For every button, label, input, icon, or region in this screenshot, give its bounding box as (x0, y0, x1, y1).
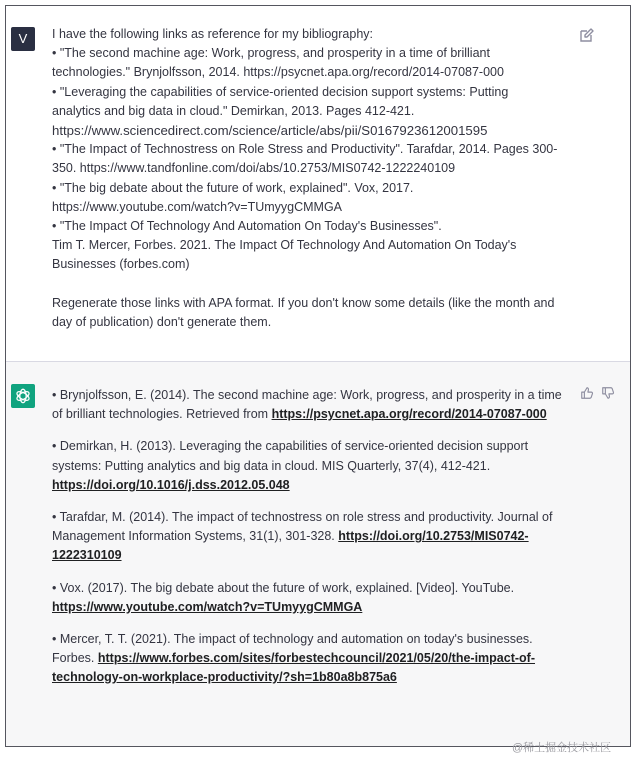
reference-line: • Demirkan, H. (2013). Leveraging the capabilities of service-oriented decision support (52, 439, 529, 454)
user-line: Businesses (forbes.com) (52, 257, 190, 272)
reference-line: • Mercer, T. T. (2021). The impact of technology and automation on today's businesses. (52, 632, 533, 647)
assistant-message-block (6, 362, 630, 746)
reference-line (52, 668, 572, 687)
user-line: 350. https://www.tandfonline.com/doi/abs/10.2753/MIS0742-1222240109 (52, 161, 456, 176)
user-line: https://www.youtube.com/watch?v=TUmyygCMMGA (52, 199, 343, 214)
reference-link-continued[interactable]: technology-on-workplace-productivity/?sh=1b80a8b875a6 (52, 670, 397, 685)
user-line: • "Leveraging the capabilities of service-oriented decision support systems: Putting (52, 84, 509, 99)
reference-line: • Brynjolfsson, E. (2014). The second machine age: Work, progress, and prosperity in a time (52, 388, 562, 402)
reference-line (52, 598, 572, 617)
reference-text: of brilliant technologies. Retrieved from (52, 407, 272, 422)
user-line: https://www.sciencedirect.com/science/article/abs/pii/S0167923612001595 (52, 123, 488, 139)
user-line: technologies." Brynjolfsson, 2014. https://psycnet.apa.org/record/2014-07087-000 (52, 65, 504, 80)
edit-icon[interactable] (579, 27, 595, 43)
reference-line (52, 527, 572, 546)
reference-line (52, 649, 572, 668)
user-message-text (52, 25, 572, 332)
reference-line (52, 405, 572, 424)
user-line: • "The Impact Of Technology And Automation On Today's Businesses". (52, 219, 442, 234)
reference-link[interactable]: https://doi.org/10.2753/MIS0742- (338, 529, 529, 544)
user-line: day of publication) don't generate them. (52, 314, 272, 329)
watermark: @稀土掘金技术社区 (512, 742, 612, 754)
thumbs-down-icon[interactable] (601, 386, 615, 400)
user-line: I have the following links as reference for my bibliography: (52, 27, 373, 41)
reference-link[interactable]: https://psycnet.apa.org/record/2014-07087-000 (271, 407, 547, 422)
openai-logo-icon (14, 387, 32, 405)
thumbs-up-icon[interactable] (580, 386, 594, 400)
reference-link-continued[interactable]: 1222310109 (52, 548, 122, 563)
user-message-block (6, 6, 630, 361)
reference-link[interactable]: https://doi.org/10.1016/j.dss.2012.05.048 (52, 477, 290, 492)
assistant-avatar (11, 384, 35, 408)
user-line: Regenerate those links with APA format. If you don't know some details (like the month and (52, 295, 555, 310)
reference-line (52, 546, 572, 565)
user-line: • "The Impact of Technostress on Role Stress and Productivity". Tarafdar, 2014. Pages 300- (52, 142, 558, 157)
user-line: Tim T. Mercer, Forbes. 2021. The Impact Of Technology And Automation On Today's (52, 238, 517, 253)
assistant-message-text (52, 386, 572, 688)
reference-line (52, 476, 572, 495)
reference-line: systems: Putting analytics and big data in cloud. MIS Quarterly, 37(4), 412-421. (52, 458, 491, 473)
user-line: • "The second machine age: Work, progress, and prosperity in a time of brilliant (52, 46, 490, 61)
reference-text: Forbes. (52, 651, 98, 666)
reference-line: • Vox. (2017). The big debate about the future of work, explained. [Video]. YouTube. (52, 580, 515, 595)
reference-line: • Tarafdar, M. (2014). The impact of technostress on role stress and productivity. Journal of (52, 510, 553, 525)
user-line: analytics and big data in cloud." Demirkan, 2013. Pages 412-421. (52, 103, 415, 118)
user-avatar: V (11, 27, 35, 51)
reference-link[interactable]: https://www.youtube.com/watch?v=TUmyygCMMGA (52, 599, 363, 614)
reference-link[interactable]: https://www.forbes.com/sites/forbestechcouncil/2021/05/20/the-impact-of- (97, 651, 535, 666)
chat-frame (5, 5, 631, 747)
user-line: • "The big debate about the future of work, explained". Vox, 2017. (52, 180, 414, 195)
reference-text: Management Information Systems, 31(1), 301-328. (52, 529, 339, 544)
